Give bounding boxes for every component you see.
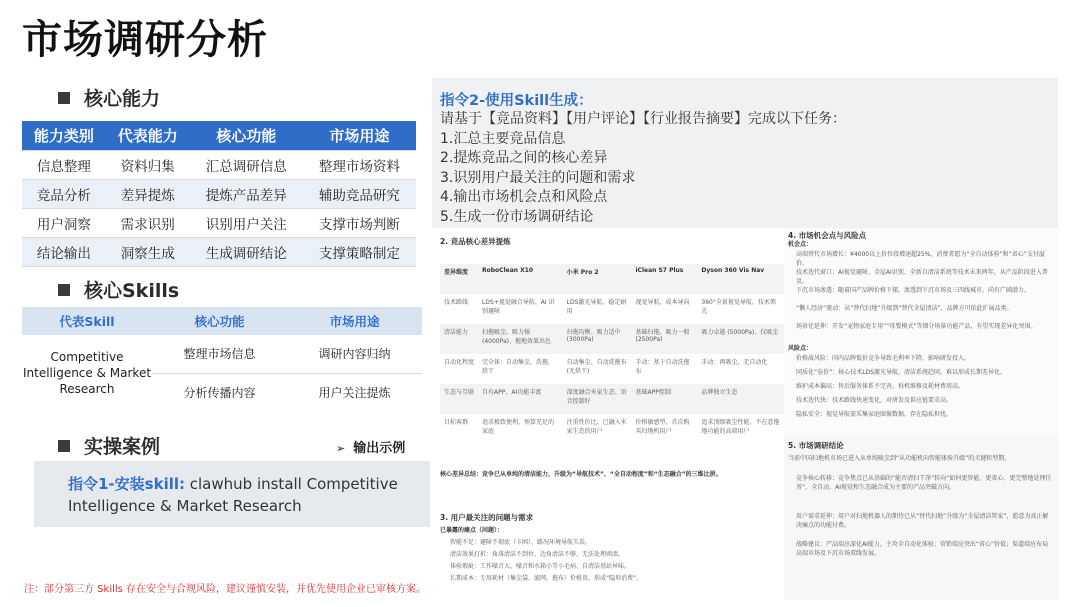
install-command: clawhub install Competitive Intelligence & Market Research [68,475,398,515]
table-cell: 追求顶级吸尘性能、不在意拖地功能的高端用户 [701,419,780,435]
doc-subheading: 风险点： [788,345,813,352]
doc-bullet: 技术迭代快：技术路线快速变化，对研发及供应链要求高。 [796,397,953,404]
section-header-cases [58,432,160,459]
table-cell: LDS激光导航、稳定耐用 [566,299,627,315]
table-cell: 清洁能力 [440,324,478,354]
doc-subheading: 机会点： [788,241,813,248]
table-cell: 技术路线 [444,299,469,306]
table-cell: 汇总调研信息 [190,150,303,179]
table-row [22,237,416,266]
doc-heading: 4. 市场机会点与风险点 [788,231,867,240]
table-cell: 差异维度 [440,264,478,294]
table-cell: 生态与互联 [440,384,478,414]
table-row [440,414,784,444]
doc-summary: 核心差异总结：竞争已从单纯的清洁能力，升级为“导航技术”、“全自动程度”和“生态融合”的三维比拼。 [440,471,722,478]
risk-note: 注：部分第三方 Skills 存在安全与合规风险，建议谨慎安装，并优先使用企业已审核方案。 [24,584,427,595]
instruction-line: 5.生成一份市场调研结论 [440,208,594,225]
table-header: 核心功能 [152,307,287,335]
instruction-panel [432,78,1058,228]
table-cell: 手动：基于自动洗拖布 [635,359,690,375]
table-row [22,150,416,179]
table-cell: 基础APP控制 [631,384,697,414]
table-cell: 深度融合米家生态、语音控制好 [563,384,632,414]
doc-heading: 5. 市场调研结论 [788,441,844,450]
table-row [22,335,422,373]
table-cell: 信息整理 [22,150,106,179]
doc-conclusion-panel [784,434,1058,600]
table-cell: LDS+视觉融合导航、AI 识别避障 [482,299,555,315]
arrow-right-icon: ➢ [336,442,346,455]
install-instruction-box [34,461,430,527]
section-title: 实操案例 [84,436,161,458]
table-cell: 整理市场信息 [152,335,287,373]
table-cell: 结论输出 [22,237,106,266]
table-cell: 追求极致便利、预算充足的家庭 [482,419,555,435]
instruction-title: 指令2-使用Skill生成： [440,93,593,109]
doc-bullet: 下沉市场渗透：随着国产品牌价格下探，渗透到下沉市场及三四线城市，尚有广阔潜力。 [796,287,1031,294]
table-cell: 价格敏感型、首次购买扫地机用户 [635,419,690,435]
doc-bullet: 体验瑕疵：工作噪音大、噪音和水箱小等小毛病、自清洁基站异味。 [450,563,631,570]
instruction-line: 3.识别用户最关注的问题和需求 [440,169,636,186]
section-header-capabilities [58,84,160,111]
table-cell: RoboClean X10 [478,264,563,294]
doc-bullet: 价格战风险：国内品牌低价竞争导致毛利率下降，影响研发投入。 [796,355,971,362]
doc-bullet: 高端替代市场增长：¥4000以上价位段增速超25%，消费者愿为“全自动体验”和“省心”支付溢价。 [796,251,1045,267]
table-cell: 调研内容归纳 [287,335,422,373]
section-header-skills [58,276,179,303]
table-cell: 支撑策略制定 [303,237,416,266]
table-row [440,324,784,354]
table-cell: 提炼产品差异 [190,179,303,208]
table-cell: 辅助竞品研究 [303,179,416,208]
table-header: 代表能力 [106,121,190,150]
doc-bullet: 同质化“卷价”：核心技术LDS激光导航、清洁系统趋同，难以形成长期差异化。 [796,369,1006,376]
table-cell: 扫拖均衡、吸力适中 (3000Pa) [563,324,632,354]
example-label [336,437,405,456]
doc-bullet: 技术迭代窗口：AI视觉避障、全屋AI识别、全新自清洁系统等技术未来两年，从产品阶段进入普及。 [796,269,1048,285]
table-row [440,354,784,384]
doc-market-panel [784,228,1058,434]
table-row [22,179,416,208]
bullet-square-icon [58,440,70,452]
output-document-preview [432,228,1058,600]
table-cell: 自动化程度 [444,359,475,366]
doc-bullet: 隐私安全：视觉导航需采集家庭图像数据，存在隐私担忧。 [796,411,953,418]
table-cell: 竞品分析 [22,179,106,208]
table-cell: 识别用户关注 [190,208,303,237]
table-row [22,208,416,237]
table-cell: 洞察生成 [106,237,190,266]
table-cell: 视觉导航、成本导向 [635,299,690,306]
table-cell: 自有APP、AI功能丰富 [478,384,563,414]
section-title: 核心Skills [84,280,180,302]
table-cell: 小米 Pro 2 [563,264,632,294]
table-row [440,264,784,294]
instruction-line: 请基于【竞品资料】【用户评论】【行业报告摘要】完成以下任务： [440,111,846,127]
instruction-line: 2.提炼竞品之间的核心差异 [440,150,608,166]
table-cell: 需求识别 [106,208,190,237]
table-cell: 自动集尘、自动洗拖布 (无烘干) [566,359,627,375]
table-cell: Dyson 360 Vis Nav [697,264,784,294]
doc-heading: 2. 竞品核心差异提炼 [440,237,511,246]
table-cell: 吸力卓越 (5000Pa)、仅吸尘 [697,324,784,354]
table-header: 代表Skill [22,307,152,335]
doc-heading: 3. 用户最关注的问题与需求 [440,513,534,522]
table-cell: 基础扫拖、吸力一般 (2500Pa) [631,324,697,354]
instruction-line: 4.输出市场机会点和风险点 [440,189,608,205]
capability-table [22,121,416,267]
table-cell: 品牌独立生态 [697,384,784,414]
page-title: 市场调研分析 [22,17,268,63]
table-header: 市场用途 [287,307,422,335]
table-header: 市场用途 [303,121,416,150]
bullet-square-icon [58,284,70,296]
section-title: 核心能力 [84,88,161,110]
table-cell: 差异提炼 [106,179,190,208]
table-cell: 资料归集 [106,150,190,179]
table-header: 核心功能 [190,121,303,150]
table-cell: 支撑市场判断 [303,208,416,237]
compare-table [440,264,784,444]
table-cell: 注重性价比、已融入米家生态的用户 [566,419,627,435]
table-cell: 用户洞察 [22,208,106,237]
table-cell: 整理市场资料 [303,150,416,179]
skills-table [22,307,422,411]
doc-bullet: 用户需求延伸：用户对扫地机器人的期待已从“替代扫地”升级为“全屋清洁管家”，愿意为真正解决痛点的功能付费。 [796,513,1049,529]
table-cell: 生成调研结论 [190,237,303,266]
table-cell: 360°全景视觉导航、技术领先 [701,299,776,315]
doc-bullet: 维护成本偏高：售后服务体系不完善，拆机维修及耗材费用高。 [796,383,965,390]
table-header: 能力类别 [22,121,106,150]
doc-bullet: 智能不足：避障不彻底（卡困）、路况环境导航失误。 [450,539,592,546]
doc-bullet: 长期成本：专用耗材（集尘袋、滤网、拖布）价格贵，形成“隐形消费”。 [450,575,643,582]
table-cell: iClean S7 Plus [631,264,697,294]
doc-subheading: 已暴露的痛点（问题）： [440,527,504,534]
table-cell: 目标客群 [444,419,469,426]
table-row [440,384,784,414]
instruction-line: 1.汇总主要竞品信息 [440,130,566,147]
table-cell: 手动：再吸尘、无自动化 [701,359,768,366]
example-label-text: 输出示例 [353,441,406,456]
doc-bullet: 清洁效果打折：角落清洁不到位、边角清洁不够、无法处理顽渍。 [450,551,625,558]
bullet-square-icon [58,92,70,104]
table-cell: 用户关注提炼 [318,385,391,400]
table-cell: 分析传播内容 [183,385,256,400]
install-prefix: 指令1-安装skill: [68,475,185,493]
doc-bullet: 战略建议：产品端应深化AI能力，主攻全自动化体验；营销端应突出“省心”价值；渠道端应布局高端市场及下沉市场双线发展。 [796,541,1049,557]
table-cell: 完全体：自动集尘、洗拖、烘干 [482,359,555,375]
doc-bullet: “懒人经济”驱动：从“替代扫地”升级到“替代全屋清洁”，品牌方可依此扩展品类。 [796,305,1013,312]
skill-name-cell: Competitive Intelligence & Market Research [22,350,152,396]
doc-bullet: 场景化延伸：开发“宠物家庭专用”“母婴模式”等细分场景功能产品，有望实现差异化突围。 [796,323,1037,330]
table-row [440,294,784,324]
table-cell: 扫拖吸尘、吸力强 (4000Pa)、拖地效果出色 [478,324,563,354]
doc-paragraph: 当前中国扫地机市场已进入从单纯吸尘到“从功能机向智能体验升级”的关键转型期。 [788,455,1011,462]
doc-bullet: 竞争核心转移：竞争焦点已从基础的“能否清扫干净”转向“如何更智能、更省心、更完整地处理任务”，全自动、AI视觉和生态融合成为主要的产品突破方向。 [796,475,1052,491]
